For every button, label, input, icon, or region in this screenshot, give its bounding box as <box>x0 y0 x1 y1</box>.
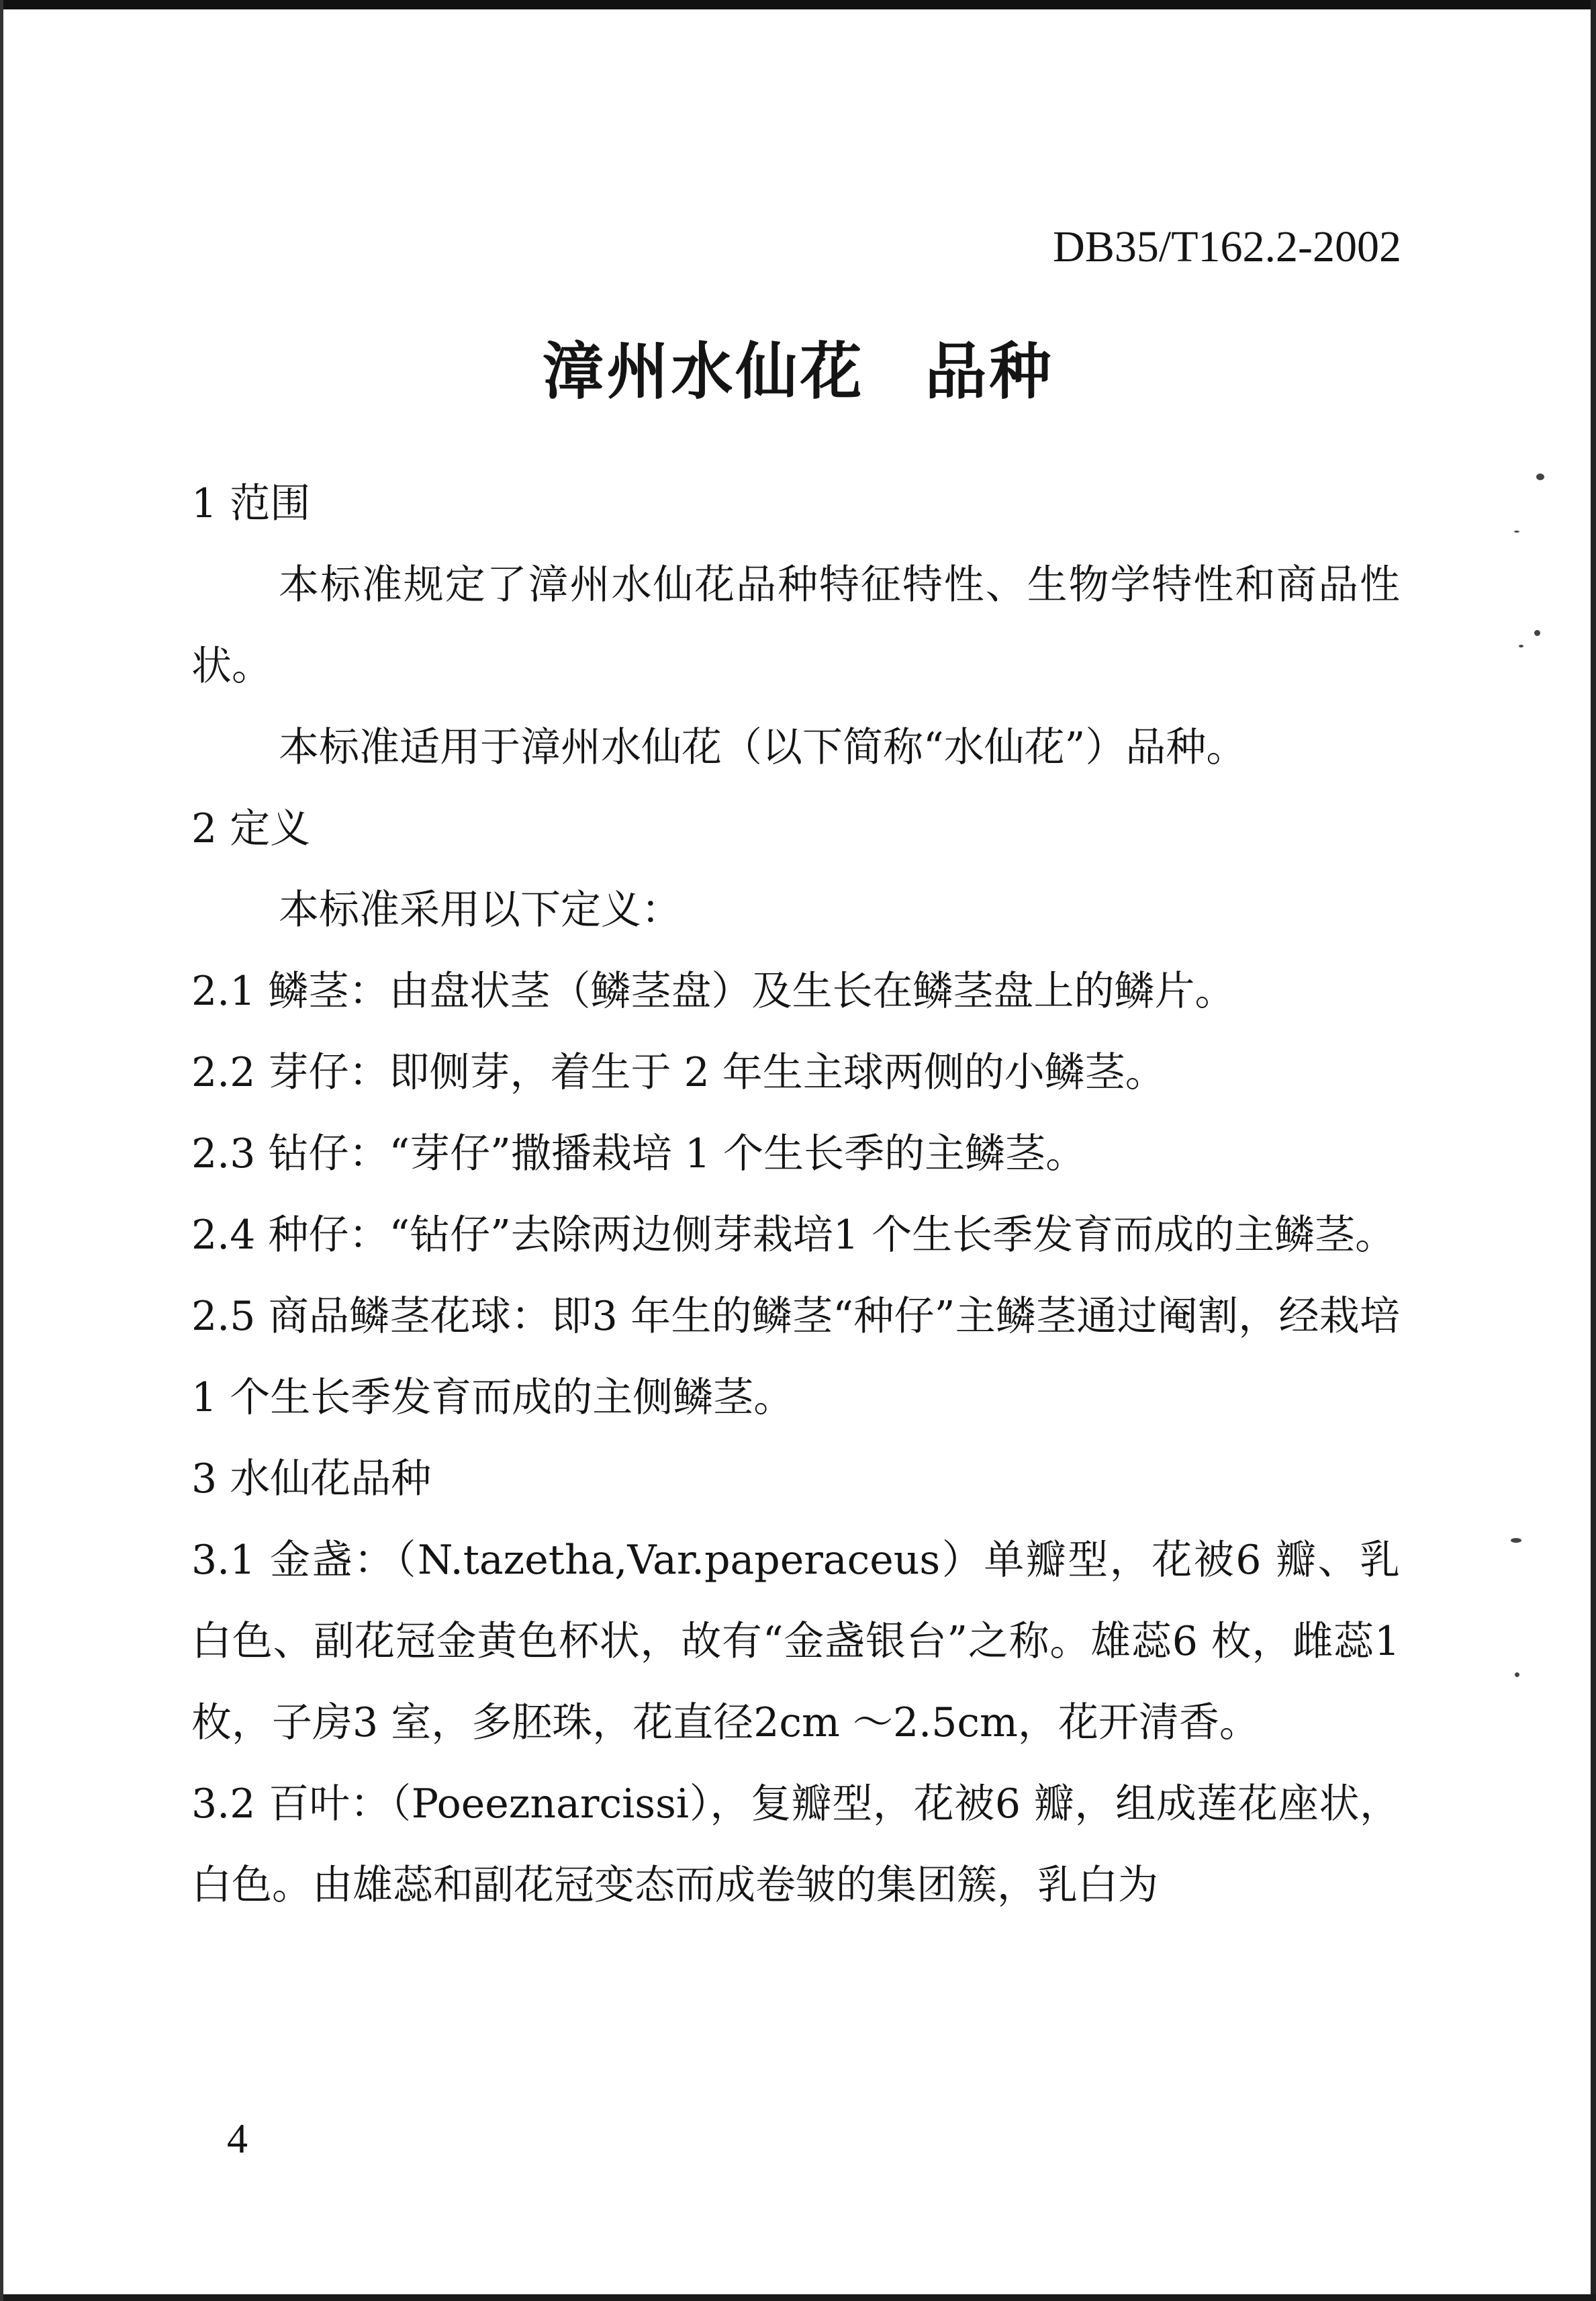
definition-item: 2.1 鳞茎：由盘状茎（鳞茎盘）及生长在鳞茎盘上的鳞片。 <box>191 968 1235 1015</box>
definition-item: 2.5 商品鳞茎花球：即3 年生的鳞茎“种仔”主鳞茎通过阉割，经栽培 1 个生长季发育而成的主侧鳞茎。 <box>191 1293 1400 1421</box>
paragraph: 本标准规定了漳州水仙花品种特征特性、生物学特性和商品性状。 <box>191 561 1400 690</box>
scan-border-bottom <box>0 2294 1596 2301</box>
title-sub: 品种 <box>925 336 1054 408</box>
variety-item: 3.1 金盏：（N.tazetha,Var.paperaceus）单瓣型，花被6 瓣、乳白色、副花冠金黄色杯状，故有“金盏银台”之称。雄蕊6 枚，雌蕊1 枚，子房3 室，多胚珠，花直径2cm ～2.5cm，花开清香。 <box>191 1537 1400 1746</box>
document-code: DB35/T162.2-2002 <box>1053 222 1401 271</box>
section-heading: 2 定义 <box>191 805 311 852</box>
definition-item: 2.4 种仔：“钻仔”去除两边侧芽栽培1 个生长季发育而成的主鳞茎。 <box>191 1212 1396 1259</box>
scan-speck <box>1519 645 1523 647</box>
paragraph: 本标准采用以下定义： <box>279 887 682 934</box>
page-number: 4 <box>227 2116 248 2162</box>
document-title <box>0 322 1596 411</box>
section-heading: 3 水仙花品种 <box>191 1455 432 1502</box>
paragraph: 本标准适用于漳州水仙花（以下简称“水仙花”）品种。 <box>279 724 1247 771</box>
scan-speck <box>1511 1538 1521 1543</box>
definition-item: 2.2 芽仔：即侧芽，着生于 2 年生主球两侧的小鳞茎。 <box>191 1049 1166 1096</box>
scan-border-top <box>0 0 1596 9</box>
document-body <box>191 463 1400 1926</box>
section-heading: 1 范围 <box>191 480 311 527</box>
scan-speck <box>1534 630 1540 636</box>
title-main: 漳州水仙花 <box>542 336 865 408</box>
scan-speck <box>1536 473 1544 480</box>
scan-speck <box>1515 1672 1519 1677</box>
variety-item: 3.2 百叶：（Poeeznarcissi），复瓣型，花被6 瓣，组成莲花座状，白色。由雄蕊和副花冠变态而成卷皱的集团簇，乳白为 <box>191 1780 1400 1909</box>
scan-speck <box>1514 531 1519 533</box>
definition-item: 2.3 钻仔：“芽仔”撒播栽培 1 个生长季的主鳞茎。 <box>191 1130 1086 1177</box>
